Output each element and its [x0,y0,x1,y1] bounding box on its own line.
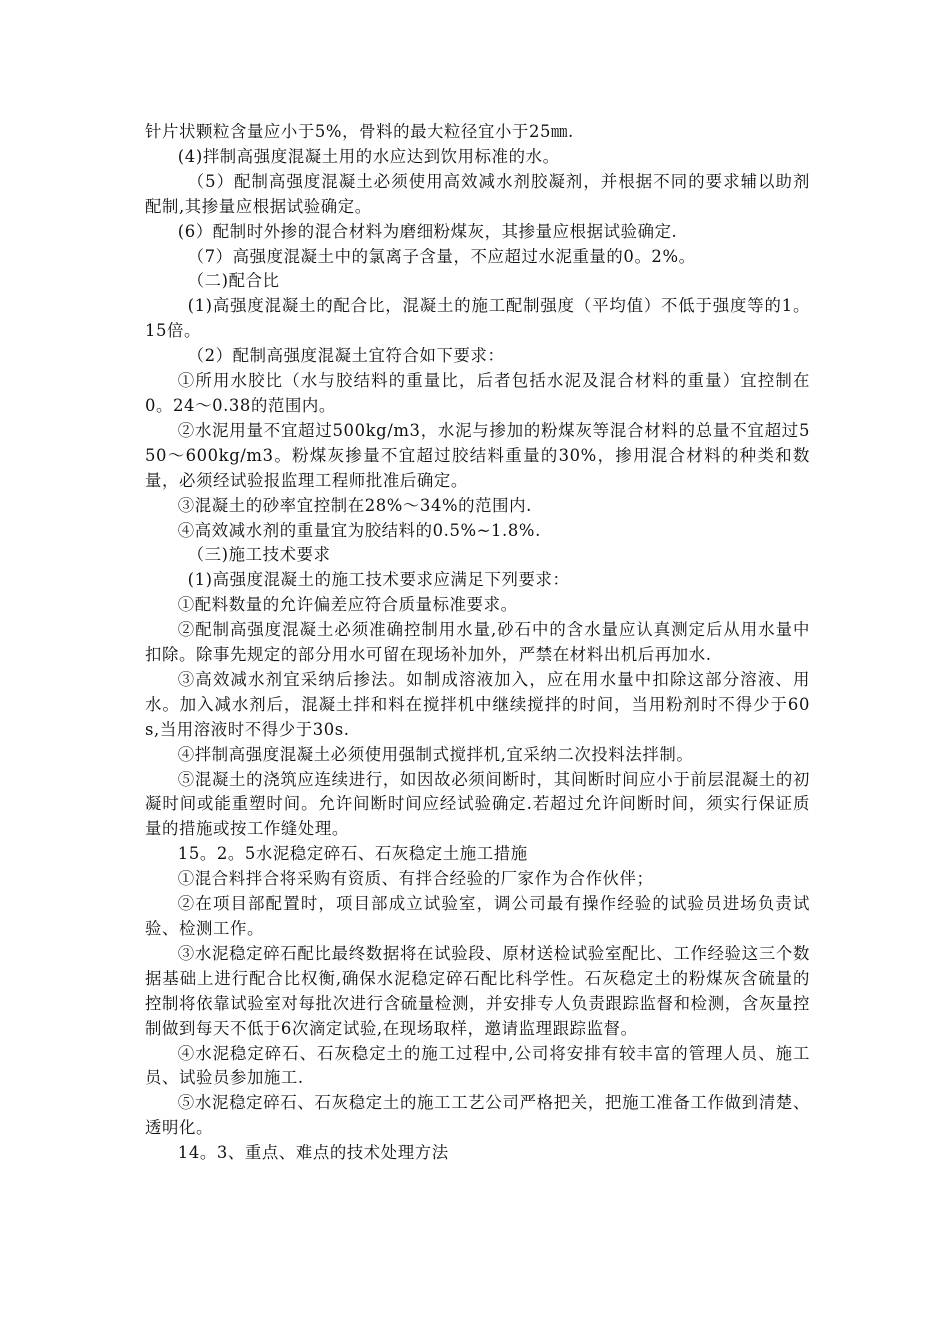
paragraph-aggregate-flakiness: 针片状颗粒含量应小于5%，骨料的最大粒径宜小于25㎜. [145,122,574,141]
list-item-test-lab: ②在项目部配置时，项目部成立试验室，调公司最有操作经验的试验员进场负责试验、检测工作。 [145,894,810,938]
paragraph-fly-ash: (6）配制时外掺的混合材料为磨细粉煤灰，其掺量应根据试验确定. [177,221,678,241]
list-item-staffing: ④水泥稳定碎石、石灰稳定土的施工过程中,公司将安排有较丰富的管理人员、施工员、试验员参加施工. [145,1043,810,1088]
list-item-process-control: ⑤水泥稳定碎石、石灰稳定土的施工工艺公司严格把关，把施工准备工作做到清楚、透明化。 [145,1093,810,1138]
paragraph-construction-requirements: (1)高强度混凝土的施工技术要求应满足下列要求： [187,570,570,590]
list-item-continuous-pouring: ⑤混凝土的浇筑应连续进行，如因故必须间断时，其间断时间应小于前层混凝土的初凝时间或能重塑时间。允许间断时间应经试验确定.若超过允许间断时间，须实行保证质量的措施或按工作缝处理。 [145,769,810,839]
section-heading-key-points: 14。3、重点、难点的技术处理方法 [177,1143,449,1163]
section-heading-stabilized-base: 15。2。5水泥稳定碎石、石灰稳定土施工措施 [177,844,528,864]
paragraph-chloride: （7）高强度混凝土中的氯离子含量，不应超过水泥重量的0。2%。 [187,246,696,266]
list-item-reducer-dosage: ④高效减水剂的重量宜为胶结料的0.5%~1.8%. [177,520,541,540]
paragraph-superplasticizer: （5）配制高强度混凝土必须使用高效减水剂胶凝剂，并根据不同的要求辅以助剂配制,其掺量应根据试验确定。 [145,171,810,216]
list-item-batching-tolerance: ①配料数量的允许偏差应符合质量标准要求。 [177,595,518,615]
list-item-sand-ratio: ③混凝土的砂率宜控制在28%～34%的范围内. [177,495,532,515]
list-item-mix-design: ③水泥稳定碎石配比最终数据将在试验段、原材送检试验室配比、工作经验这三个数据基础上进行配合比权衡,确保水泥稳定碎石配比科学性。石灰稳定土的粉煤灰含硫量的控制将依靠试验室对每批次进行含硫量检测，并安排专人负责跟踪监督和检测，含灰量控制做到每天不低于6次滴定试验,在现场取样，邀请监理跟踪监督。 [145,943,810,1038]
list-item-post-addition: ③高效减水剂宜采纳后掺法。如制成溶液加入，应在用水量中扣除这部分溶液、用水。加入减水剂后，混凝土拌和料在搅拌机中继续搅拌的时间，当用粉剂时不得少于60s,当用溶液时不得少于30s. [145,669,810,739]
list-item-cement-content: ②水泥用量不宜超过500kg/m3，水泥与掺加的粉煤灰等混合材料的总量不宜超过550～600kg/m3。粉煤灰掺量不宜超过胶结料重量的30%，掺用混合材料的种类和数量，必须经试验报监理工程师批准后确定。 [145,420,810,490]
paragraph-water-standard: (4)拌制高强度混凝土用的水应达到饮用标准的水。 [177,146,560,166]
list-item-water-binder-ratio: ①所用水胶比（水与胶结料的重量比，后者包括水泥及混合材料的重量）宜控制在0。24～0.38的范围内。 [145,371,810,415]
paragraph-mix-strength: (1)高强度混凝土的配合比，混凝土的施工配制强度（平均值）不低于强度等的1。15倍。 [145,296,810,341]
list-item-water-control: ②配制高强度混凝土必须准确控制用水量,砂石中的含水量应认真测定后从用水量中扣除。除事先规定的部分用水可留在现场补加外，严禁在材料出机后再加水. [145,620,810,665]
list-item-forced-mixer: ④拌制高强度混凝土必须使用强制式搅拌机,宜采纳二次投料法拌制。 [177,744,694,764]
document-page [145,120,810,1166]
section-heading-mix-ratio: （二)配合比 [187,271,280,291]
list-item-mixing-partner: ①混合料拌合将采购有资质、有拌合经验的厂家作为合作伙伴； [177,869,654,889]
section-heading-construction: （三)施工技术要求 [187,545,331,565]
paragraph-mix-requirements: （2）配制高强度混凝土宜符合如下要求： [187,346,505,366]
